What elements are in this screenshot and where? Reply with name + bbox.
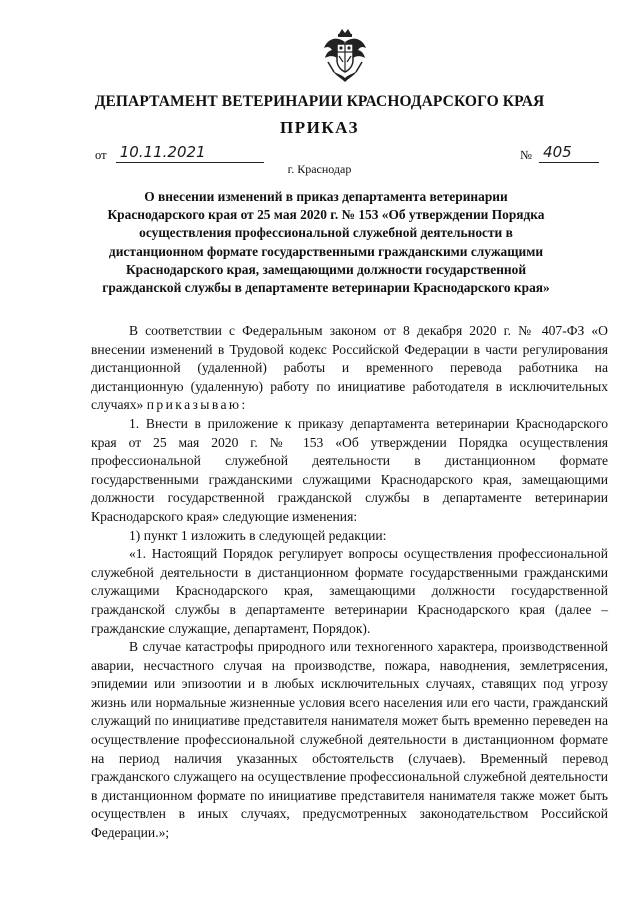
command-word: приказываю: bbox=[146, 397, 248, 413]
paragraph-new-clause-1: «1. Настоящий Порядок регулирует вопросы осуществления профессиональной служебной деятельности в дистанционном формате государственными гражданскими служащими Краснодарского края, замещающими должности государственной гражданской службы в департаменте ветеринарии Краснодарского края (далее – гражданские служащие, департамент, Порядок). bbox=[91, 546, 608, 636]
city: г. Краснодар bbox=[287, 162, 352, 176]
department-name: ДЕПАРТАМЕНТ ВЕТЕРИНАРИИ КРАСНОДАРСКОГО КРАЯ bbox=[94, 93, 545, 110]
preamble-text: В соответствии с Федеральным законом от 8 декабря 2020 г. № 407-ФЗ «О внесении изменений в Трудовой кодекс Российской Федерации в части регулирования дистанционной (удаленной) работы и временного перевода работника на дистанционную (удаленную) работу по инициативе работодателя в исключительных случаях» bbox=[91, 323, 608, 413]
coat-of-arms-icon bbox=[322, 28, 368, 84]
number-value: 405 bbox=[543, 143, 572, 161]
paragraph-preamble bbox=[91, 322, 608, 415]
paragraph-clause-continuation: В случае катастрофы природного или техногенного характера, производственной аварии, несчастного случая на производстве, пожара, наводнения, землетрясения, эпидемии или эпизоотии и в любых исключительных случаях, ставящих под угрозу жизнь или нормальные жизненные условия всего населения или его части, гражданский служащий по инициативе представителя нанимателя может быть временно переведен на осуществление профессиональной служебной деятельности в дистанционном формате на период наличия указанных обстоятельств (случаев). Временный перевод гражданского служащего на осуществление профессиональной служебной деятельности в дистанционном формате по инициативе представителя нанимателя также может быть осуществлен в иных случаях, предусмотренных законодательством Российской Федерации.»; bbox=[91, 639, 608, 841]
document-type: ПРИКАЗ bbox=[280, 118, 359, 137]
number-prefix: № bbox=[520, 148, 532, 162]
paragraph-subitem-1: 1) пункт 1 изложить в следующей редакции: bbox=[129, 527, 387, 543]
date-prefix: от bbox=[95, 148, 107, 162]
number-underline bbox=[539, 143, 599, 163]
date-underline bbox=[116, 143, 264, 163]
order-heading: О внесении изменений в приказ департамента ветеринарии Краснодарского края от 25 мая 2020 г. № 153 «Об утверждении Порядка осуществления профессиональной служебной деятельности в дистанционном формате государственными гражданскими служащими Краснодарского края, замещающими должности государственной гражданской службы в департаменте ветеринарии Краснодарского края» bbox=[102, 189, 550, 296]
order-date bbox=[95, 143, 264, 163]
order-number bbox=[520, 143, 599, 163]
date-value: 10.11.2021 bbox=[119, 143, 206, 161]
paragraph-item-1: 1. Внести в приложение к приказу департамента ветеринарии Краснодарского края от 25 мая 2020 г. № 153 «Об утверждении Порядка осуществления профессиональной служебной деятельности в дистанционном формате государственными гражданскими служащими Краснодарского края, замещающими должности государственной гражданской службы в департаменте ветеринарии Краснодарского края» следующие изменения: bbox=[91, 415, 608, 524]
order-body bbox=[91, 322, 608, 843]
